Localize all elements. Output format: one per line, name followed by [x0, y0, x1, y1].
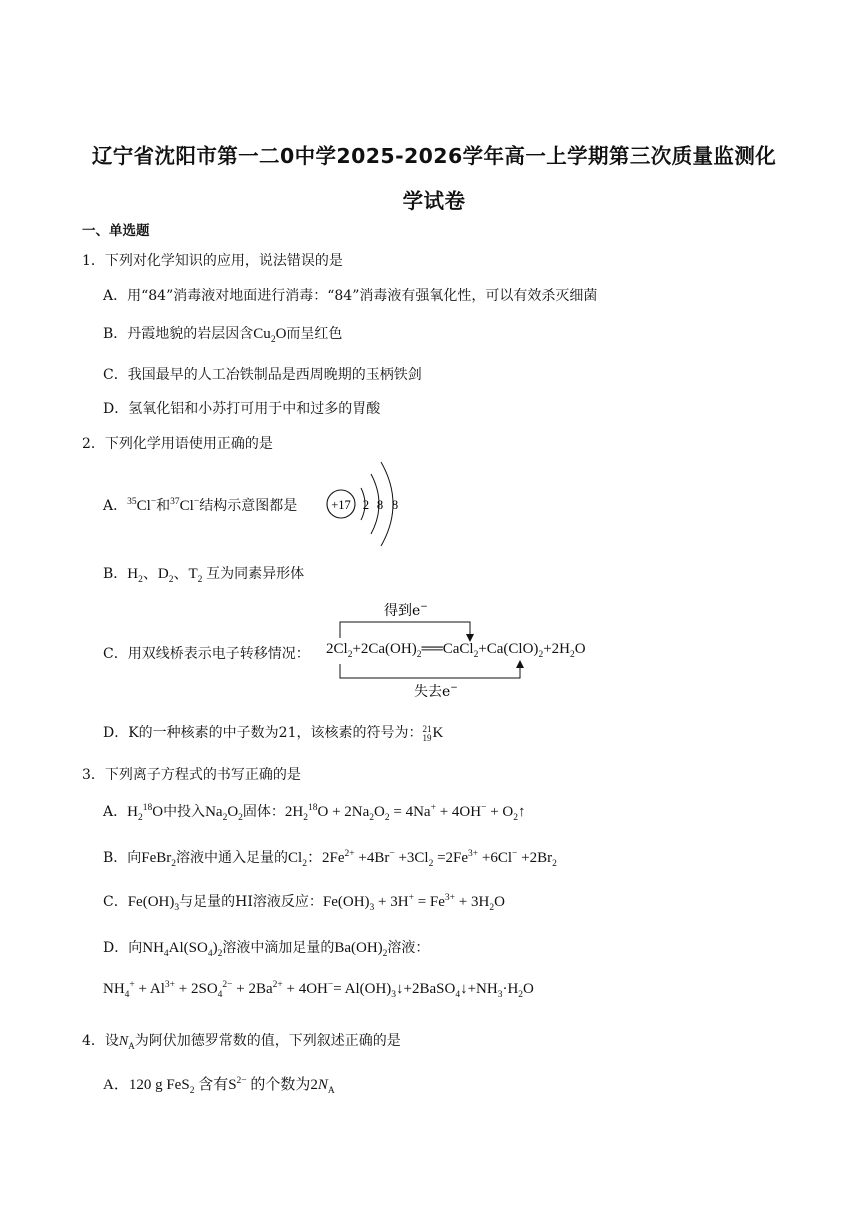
question-1-option-c: C．我国最早的人工冶铁制品是西周晚期的玉柄铁剑	[103, 367, 422, 383]
shell-count-3: 8	[391, 498, 399, 512]
shell-count-1: 2	[362, 498, 370, 512]
q3-c-label: C．	[103, 894, 128, 910]
q3-a-equation: $2H_2^{18}O + 2Na_2O_2 = 4Na^+ + 4OH^-$ + $O_2↑$	[284, 803, 526, 823]
q2-b-formulas: $H_2$、$D_2$、$T_2$	[127, 566, 203, 585]
q4-a-mid2: 的个数为2	[250, 1077, 318, 1093]
chloride-ion-structure-diagram	[325, 458, 415, 550]
q4-a-pre: A．120 g FeS	[103, 1077, 190, 1093]
question-4-option-a: A．120 g FeS$_2$ 含有$S^{2-}$ 的个数为$2N_A$	[103, 1076, 335, 1096]
q3-d-text2: 溶液中滴加足量的	[222, 940, 335, 956]
q3-d-baoh2: $Ba(OH)_2$	[334, 940, 388, 959]
q3-c-feoh3: $Fe(OH)_3$	[127, 894, 180, 913]
question-3-option-c	[103, 891, 505, 911]
lose-arrowhead	[516, 660, 524, 668]
question-3-option-b	[103, 846, 557, 867]
question-3-stem: 3．下列离子方程式的书写正确的是	[82, 767, 301, 783]
q1-b-text-pre: B．丹霞地貌的岩层因含	[103, 326, 254, 342]
q3-a-na2o2: $Na_2O_2$	[205, 804, 243, 823]
q1-b-formula: $Cu_2O$	[253, 326, 287, 345]
q3-d-text: D．向	[103, 940, 143, 956]
q3-c-equation: $Fe(OH)_3 + 3H^+ = Fe^{3+} + 3H_2O$	[322, 893, 505, 913]
q4-stem-pre: 4．设	[82, 1033, 119, 1049]
question-1-stem: 1．下列对化学知识的应用，说法错误的是	[82, 253, 343, 269]
q2-b-label: B．	[103, 566, 128, 582]
q2-b-text: 互为同素异形体	[206, 566, 305, 582]
q3-b-text2: 溶液中通入足量的	[176, 850, 289, 866]
q1-b-text-post: 而呈红色	[286, 326, 343, 342]
question-2-stem: 2．下列化学用语使用正确的是	[82, 436, 273, 452]
q4-stem-post: 为阿伏加德罗常数的值，下列叙述正确的是	[134, 1033, 401, 1049]
q3-a-text: 中投入	[163, 804, 206, 820]
q2-c-label: C．用双线桥表示电子转移情况：	[103, 646, 310, 662]
question-2-option-d	[103, 722, 443, 743]
shell-count-2: 8	[376, 498, 384, 512]
question-1-option-d: D．氢氧化铝和小苏打可用于中和过多的胃酸	[103, 401, 381, 417]
question-1-option-b	[103, 323, 342, 343]
nuclide-numbers: 21 19	[422, 723, 432, 743]
question-2-option-a	[103, 495, 297, 515]
q2-d-nuclide: 21 19K	[422, 723, 444, 743]
q3-b-text: B．向	[103, 850, 142, 866]
lose-electron-label: 失去e−	[414, 683, 458, 698]
q2-d-text: D．K的一种核素的中子数为21，该核素的符号为：	[103, 725, 423, 741]
avogadro-symbol: N	[118, 1034, 129, 1049]
question-3-option-a	[103, 801, 525, 821]
q4-a-mid: 含有S	[198, 1077, 237, 1093]
q2-a-text: 结构示意图都是	[199, 498, 298, 514]
exam-title-line2: 学试卷	[402, 189, 466, 213]
q2-a-cl35: $^{35}$Cl−	[127, 497, 157, 514]
q3-a-label: A．	[103, 804, 128, 820]
q3-d-salt: $NH_4Al(SO_4)_2$	[142, 940, 223, 959]
q3-c-text: 与足量的HI溶液反应：	[179, 894, 323, 910]
nucleus-charge: +17	[331, 498, 351, 512]
gain-electron-label: 得到e−	[384, 602, 428, 619]
q3-b-febr2: FeBr$_2$	[141, 850, 177, 869]
q3-d-text3: 溶液：	[387, 940, 430, 956]
section-heading: 一、单选题	[82, 223, 150, 239]
q2-c-equation: $2Cl_2+2Ca(OH)_2══CaCl_2+Ca(ClO)_2+2H_2O$	[326, 641, 586, 660]
question-3-option-d	[103, 937, 429, 957]
question-4-stem: 4．设$N_A$为阿伏加德罗常数的值，下列叙述正确的是	[82, 1033, 401, 1051]
q3-d-equation: $NH_4^+ + Al^{3+} + 2SO_4^{2-} + 2Ba^{2+} + 4OH^-=$ $Al(OH)_3↓+2BaSO_4↓+NH_3\cdot H_2O$	[103, 980, 534, 1000]
gain-electron-arrow	[340, 622, 470, 638]
q3-a-reactant: $H_2^{18}O$	[127, 803, 164, 823]
question-1-option-a: A．用“84”消毒液对地面进行消毒：“84”消毒液有强氧化性，可以有效杀灭细菌	[103, 288, 598, 304]
q2-a-cl37: $^{37}$Cl−	[170, 497, 200, 514]
lose-electron-arrow	[340, 664, 520, 678]
question-2-option-b	[103, 562, 304, 583]
q3-b-equation: $Cl_2$：$2Fe^{2+} +4Br^- +3Cl_2 =2Fe^{3+} +6Cl^- +2Br_2$	[288, 849, 557, 869]
exam-title-line1: 辽宁省沈阳市第一二0中学2025-2026学年高一上学期第三次质量监测化	[91, 144, 777, 168]
q2-a-and: 和	[156, 498, 171, 514]
q3-a-text2: 固体：	[242, 804, 285, 820]
q2-a-label: A．	[103, 498, 128, 514]
